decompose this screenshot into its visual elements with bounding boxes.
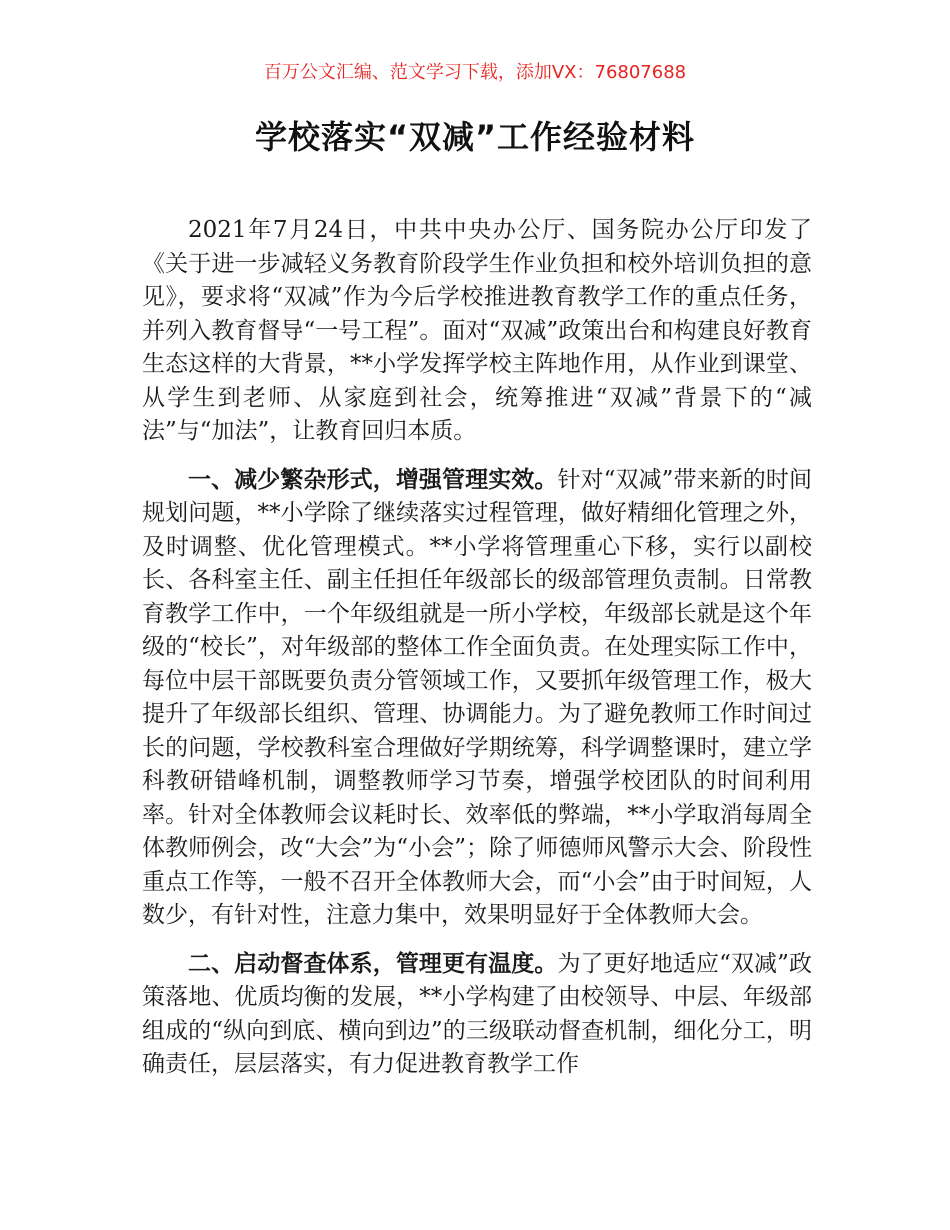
document-body (142, 214, 812, 1097)
document-title: 学校落实“双减”工作经验材料 (254, 118, 696, 156)
header-note: 百万公文汇编、范文学习下载，添加VX：76807688 (263, 62, 687, 83)
paragraph-lead: 二、启动督查体系，管理更有温度。 (188, 950, 558, 977)
paragraph-lead: 一、减少繁杂形式，增强管理实效。 (188, 466, 558, 493)
paragraph-section-2 (142, 948, 812, 1082)
paragraph-text: 为了更好地适应“双减”政策落地、优质均衡的发展，**小学构建了由校领导、中层、年级部组成的“纵向到底、横向到边”的三级联动督查机制，细化分工，明确责任，层层落实，有力促进教育教学工作 (142, 950, 812, 1077)
paragraph-text: 2021年7月24日，中共中央办公厅、国务院办公厅印发了《关于进一步减轻义务教育阶段学生作业负担和校外培训负担的意见》，要求将“双减”作为今后学校推进教育教学工作的重点任务，并列入教育督导“一号工程”。面对“双减”政策出台和构建良好教育生态这样的大背景，**小学发挥学校主阵地作用，从作业到课堂、从学生到老师、从家庭到社会，统筹推进“双减”背景下的“减法”与“加法”，让教育回归本质。 (142, 217, 812, 444)
paragraph-section-1 (142, 464, 812, 933)
paragraph-intro (142, 214, 812, 449)
paragraph-text: 针对“双减”带来新的时间规划问题，**小学除了继续落实过程管理，做好精细化管理之外，及时调整、优化管理模式。**小学将管理重心下移，实行以副校长、各科室主任、副主任担任年级部长的级部管理负责制。日常教育教学工作中，一个年级组就是一所小学校，年级部长就是这个年级的“校长”，对年级部的整体工作全面负责。在处理实际工作中，每位中层干部既要负责分管领域工作，又要抓年级管理工作，极大提升了年级部长组织、管理、协调能力。为了避免教师工作时间过长的问题，学校教科室合理做好学期统筹，科学调整课时，建立学科教研错峰机制，调整教师学习节奏，增强学校团队的时间利用率。针对全体教师会议耗时长、效率低的弊端，**小学取消每周全体教师例会，改“大会”为“小会”；除了师德师风警示大会、阶段性重点工作等，一般不召开全体教师大会，而“小会”由于时间短，人数少，有针对性，注意力集中，效果明显好于全体教师大会。 (142, 466, 812, 928)
